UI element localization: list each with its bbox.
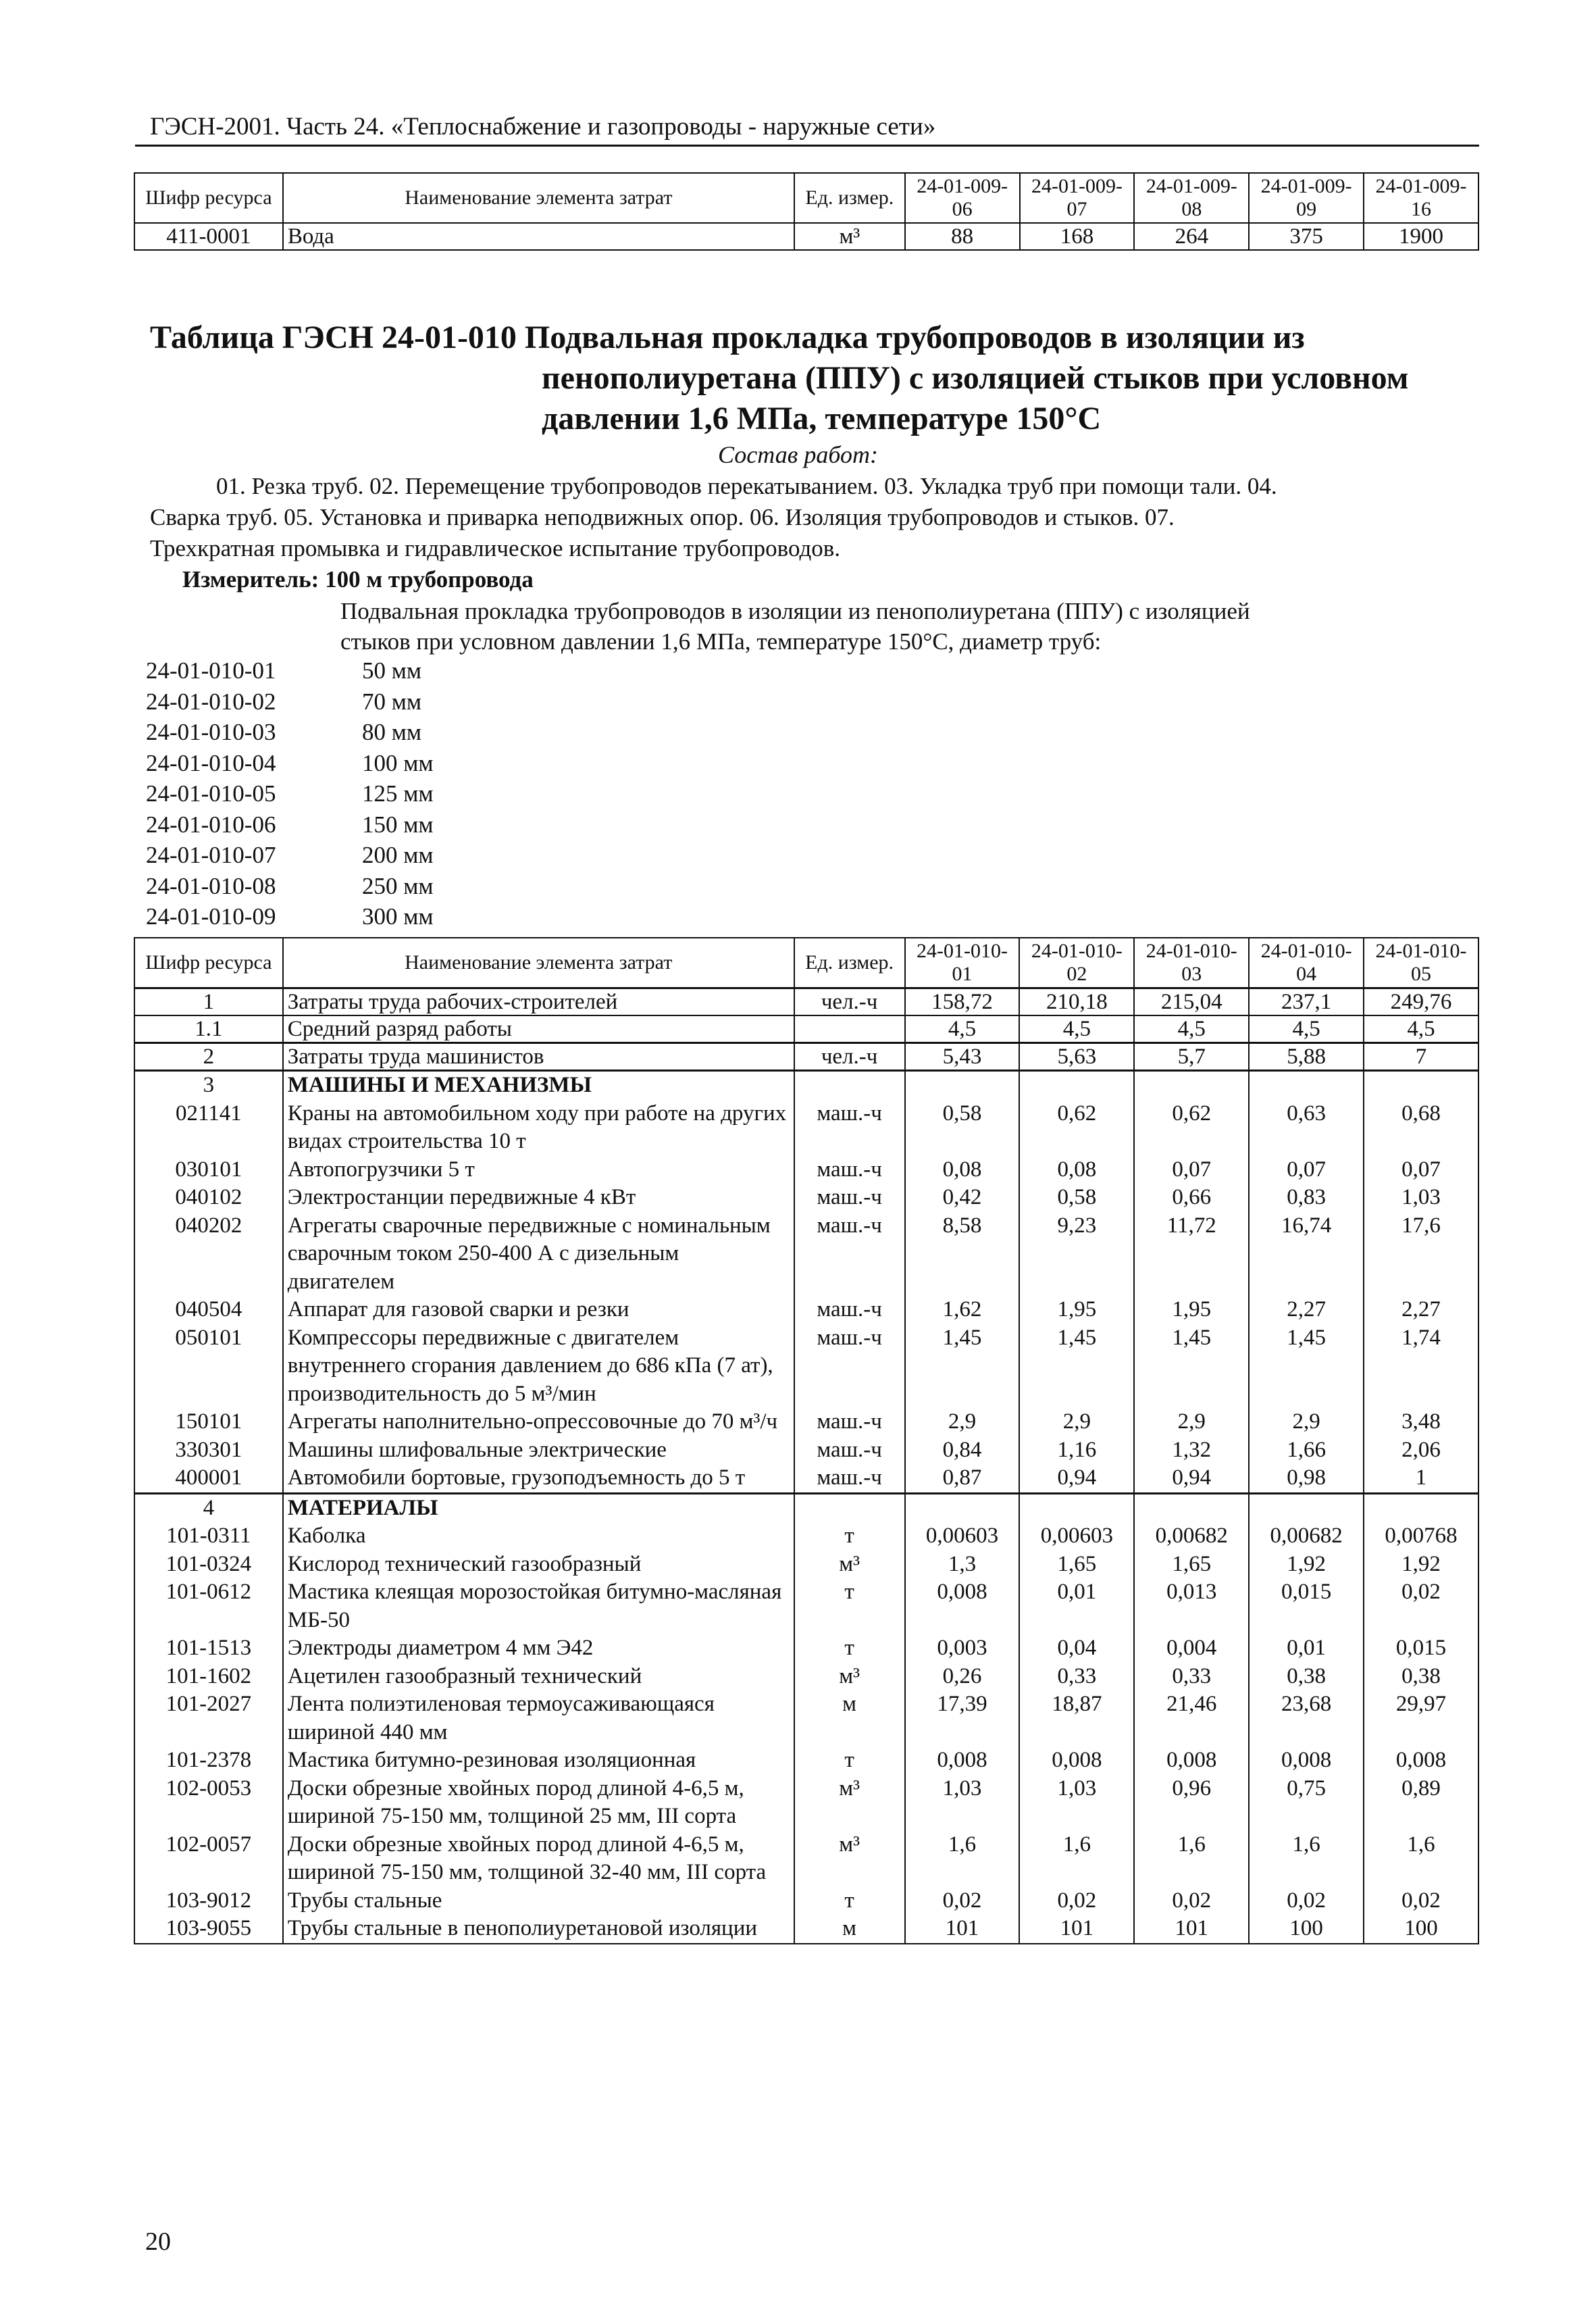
- resource-value: 1,65: [1019, 1551, 1134, 1579]
- resource-code: 040202: [134, 1212, 283, 1297]
- table-row: [134, 1522, 1478, 1551]
- intro-line: Подвальная прокладка трубопроводов в изоляции из пенополиуретана (ППУ) с изоляцией: [340, 598, 1250, 624]
- resource-value: 1,45: [1249, 1324, 1364, 1409]
- works-line: Трехкратная промывка и гидравлическое испытание трубопроводов.: [150, 535, 841, 561]
- diameter-item: [146, 655, 434, 686]
- rate-code: 24-01-010-08: [146, 872, 276, 899]
- resource-value: 1,92: [1249, 1551, 1364, 1579]
- resource-code: 2: [134, 1043, 283, 1071]
- resource-code: 3: [134, 1071, 283, 1100]
- resource-value: 0,00603: [905, 1522, 1020, 1551]
- table-row: [134, 1324, 1478, 1409]
- resource-unit: маш.-ч: [794, 1464, 905, 1493]
- resource-unit: м³: [794, 1663, 905, 1691]
- resource-value: 2,9: [1249, 1408, 1364, 1436]
- rate-code: 24-01-010-02: [146, 688, 276, 715]
- title-line: пенополиуретана (ППУ) с изоляцией стыков при условном: [542, 360, 1409, 396]
- resource-name: Средний разряд работы: [283, 1015, 794, 1043]
- resource-code: 4: [134, 1493, 283, 1522]
- resource-unit: т: [794, 1578, 905, 1634]
- resource-unit: [794, 1493, 905, 1522]
- resource-code: 040504: [134, 1296, 283, 1324]
- resource-value: 0,87: [905, 1464, 1020, 1493]
- rate-code: 24-01-010-03: [146, 719, 276, 745]
- resource-code: 050101: [134, 1324, 283, 1409]
- resource-code: 103-9012: [134, 1887, 283, 1915]
- resource-value: 1,45: [905, 1324, 1020, 1409]
- pipe-diameter: 250 мм: [362, 872, 434, 899]
- resource-value: 0,66: [1134, 1184, 1249, 1212]
- resource-unit: т: [794, 1746, 905, 1775]
- resource-value: 1,45: [1019, 1324, 1134, 1409]
- section-row: [134, 1071, 1478, 1100]
- works-line: 01. Резка труб. 02. Перемещение трубопроводов перекатыванием. 03. Укладка труб при помощи тали. 04.: [216, 473, 1277, 499]
- col-header-code: Шифр ресурса: [134, 938, 283, 988]
- resource-name: Мастика битумно-резиновая изоляционная: [283, 1746, 794, 1775]
- resource-value: 0,07: [1134, 1156, 1249, 1184]
- header-rule: [135, 145, 1479, 147]
- table-row: [134, 1296, 1478, 1324]
- resource-value: 29,97: [1364, 1690, 1478, 1746]
- resource-unit: чел.-ч: [794, 1043, 905, 1071]
- resource-name: Ацетилен газообразный технический: [283, 1663, 794, 1691]
- resource-value: [1134, 1071, 1249, 1100]
- resource-unit: маш.-ч: [794, 1436, 905, 1465]
- table-row: [134, 1746, 1478, 1775]
- resource-unit: маш.-ч: [794, 1184, 905, 1212]
- resource-value: 1,74: [1364, 1324, 1478, 1409]
- resource-name: Доски обрезные хвойных пород длиной 4-6,5 м, шириной 75-150 мм, толщиной 25 мм, III сорта: [283, 1775, 794, 1831]
- resource-value: 0,008: [1364, 1746, 1478, 1775]
- resource-unit: т: [794, 1634, 905, 1663]
- resource-unit: т: [794, 1522, 905, 1551]
- diameter-item: [146, 778, 434, 809]
- resource-code: 400001: [134, 1464, 283, 1493]
- col-header-rate: 24-01-010-04: [1249, 938, 1364, 988]
- rate-code: 24-01-010-09: [146, 903, 276, 930]
- main-table-body: [134, 988, 1478, 1944]
- resource-value: 0,01: [1019, 1578, 1134, 1634]
- pipe-diameter: 150 мм: [362, 811, 434, 838]
- resource-code: 1: [134, 988, 283, 1016]
- resource-value: 2,9: [1019, 1408, 1134, 1436]
- resource-name: Каболка: [283, 1522, 794, 1551]
- resource-code: 103-9055: [134, 1915, 283, 1944]
- resource-value: 0,89: [1364, 1775, 1478, 1831]
- resource-value: [1249, 1071, 1364, 1100]
- resource-value: 0,33: [1134, 1663, 1249, 1691]
- resource-value: 2,06: [1364, 1436, 1478, 1465]
- section-title: МАТЕРИАЛЫ: [283, 1493, 794, 1522]
- resource-value: 237,1: [1249, 988, 1364, 1016]
- resource-value: 1,6: [1364, 1831, 1478, 1887]
- resource-value: 0,00603: [1019, 1522, 1134, 1551]
- diameter-item: [146, 871, 434, 902]
- resource-unit: м³: [794, 223, 905, 250]
- resource-unit: маш.-ч: [794, 1324, 905, 1409]
- resource-value: 4,5: [1249, 1015, 1364, 1043]
- resource-value: 0,02: [1134, 1887, 1249, 1915]
- resource-value: 0,58: [1019, 1184, 1134, 1212]
- resource-unit: м³: [794, 1831, 905, 1887]
- title-line: давлении 1,6 МПа, температуре 150°С: [542, 401, 1102, 436]
- resource-name: Кислород технический газообразный: [283, 1551, 794, 1579]
- resource-value: 1900: [1364, 223, 1478, 250]
- resource-code: 101-2027: [134, 1690, 283, 1746]
- table-row: [134, 1015, 1478, 1043]
- resource-name: Электростанции передвижные 4 кВт: [283, 1184, 794, 1212]
- diameter-item: [146, 809, 434, 840]
- resource-name: Аппарат для газовой сварки и резки: [283, 1296, 794, 1324]
- pipe-diameter: 100 мм: [362, 749, 434, 776]
- resource-value: [1134, 1493, 1249, 1522]
- col-header-rate: 24-01-009-07: [1020, 173, 1135, 223]
- main-table: [134, 937, 1479, 1944]
- resource-value: 0,62: [1019, 1100, 1134, 1156]
- resource-value: 0,75: [1249, 1775, 1364, 1831]
- table-row: [134, 1831, 1478, 1887]
- intro-line: стыков при условном давлении 1,6 МПа, температуре 150°С, диаметр труб:: [340, 628, 1102, 655]
- resource-value: 375: [1249, 223, 1364, 250]
- resource-value: 0,94: [1019, 1464, 1134, 1493]
- resource-value: 17,39: [905, 1690, 1020, 1746]
- pipe-diameter: 50 мм: [362, 657, 422, 684]
- resource-value: 11,72: [1134, 1212, 1249, 1297]
- title-line: Таблица ГЭСН 24-01-010 Подвальная прокладка трубопроводов в изоляции из: [150, 320, 1305, 355]
- diameter-item: [146, 717, 434, 748]
- rate-code: 24-01-010-05: [146, 780, 276, 807]
- resource-value: 0,04: [1019, 1634, 1134, 1663]
- table-row: [134, 1634, 1478, 1663]
- resource-value: 0,07: [1249, 1156, 1364, 1184]
- diameter-item: [146, 901, 434, 932]
- resource-value: 88: [905, 223, 1020, 250]
- resource-value: 0,08: [905, 1156, 1020, 1184]
- resource-code: 411-0001: [134, 223, 283, 250]
- works-line: Сварка труб. 05. Установка и приварка неподвижных опор. 06. Изоляция трубопроводов и стыков. 07.: [150, 504, 1175, 530]
- resource-unit: чел.-ч: [794, 988, 905, 1016]
- resource-value: 0,68: [1364, 1100, 1478, 1156]
- resource-value: 0,015: [1249, 1578, 1364, 1634]
- resource-value: 0,42: [905, 1184, 1020, 1212]
- resource-code: 1.1: [134, 1015, 283, 1043]
- resource-unit: маш.-ч: [794, 1408, 905, 1436]
- resource-name: Затраты труда рабочих-строителей: [283, 988, 794, 1016]
- table-row: [134, 1464, 1478, 1493]
- table-row: [134, 1100, 1478, 1156]
- resource-value: 3,48: [1364, 1408, 1478, 1436]
- resource-name: Автопогрузчики 5 т: [283, 1156, 794, 1184]
- resource-unit: маш.-ч: [794, 1296, 905, 1324]
- resource-value: 1,3: [905, 1551, 1020, 1579]
- resource-value: 0,62: [1134, 1100, 1249, 1156]
- resource-unit: маш.-ч: [794, 1100, 905, 1156]
- section-title: МАШИНЫ И МЕХАНИЗМЫ: [283, 1071, 794, 1100]
- table-row: [134, 1212, 1478, 1297]
- resource-value: 1,03: [905, 1775, 1020, 1831]
- table-row: [134, 1690, 1478, 1746]
- running-header: ГЭСН-2001. Часть 24. «Теплоснабжение и газопроводы - наружные сети»: [150, 113, 936, 141]
- resource-value: [1249, 1493, 1364, 1522]
- resource-value: 0,00682: [1249, 1522, 1364, 1551]
- col-header-name: Наименование элемента затрат: [283, 173, 794, 223]
- table-row: [134, 1915, 1478, 1944]
- resource-code: 102-0053: [134, 1775, 283, 1831]
- table-title: [150, 318, 1467, 439]
- resource-name: Лента полиэтиленовая термоусаживающаяся шириной 440 мм: [283, 1690, 794, 1746]
- resource-name: Трубы стальные: [283, 1887, 794, 1915]
- resource-value: 0,02: [905, 1887, 1020, 1915]
- resource-value: 0,008: [1249, 1746, 1364, 1775]
- resource-value: [1019, 1071, 1134, 1100]
- table-row: [134, 1043, 1478, 1071]
- resource-value: 0,33: [1019, 1663, 1134, 1691]
- resource-name: Вода: [283, 223, 794, 250]
- resource-value: 18,87: [1019, 1690, 1134, 1746]
- table-row: [134, 988, 1478, 1016]
- resource-name: Электроды диаметром 4 мм Э42: [283, 1634, 794, 1663]
- resource-value: 0,015: [1364, 1634, 1478, 1663]
- resource-code: 101-2378: [134, 1746, 283, 1775]
- resource-name: Мастика клеящая морозостойкая битумно-масляная МБ-50: [283, 1578, 794, 1634]
- resource-value: 7: [1364, 1043, 1478, 1071]
- resource-unit: [794, 1015, 905, 1043]
- resource-code: 040102: [134, 1184, 283, 1212]
- rate-code: 24-01-010-04: [146, 749, 276, 776]
- page-number: 20: [145, 2228, 171, 2256]
- resource-name: Доски обрезные хвойных пород длиной 4-6,5 м, шириной 75-150 мм, толщиной 32-40 мм, III сорта: [283, 1831, 794, 1887]
- resource-value: 1,45: [1134, 1324, 1249, 1409]
- resource-value: 100: [1249, 1915, 1364, 1944]
- resource-value: 2,9: [1134, 1408, 1249, 1436]
- resource-value: 101: [1134, 1915, 1249, 1944]
- resource-value: 0,02: [1364, 1578, 1478, 1634]
- resource-value: 4,5: [905, 1015, 1020, 1043]
- col-header-rate: 24-01-009-16: [1364, 173, 1478, 223]
- resource-value: 5,7: [1134, 1043, 1249, 1071]
- resource-value: 0,63: [1249, 1100, 1364, 1156]
- resource-value: 1,6: [1019, 1831, 1134, 1887]
- resource-code: 330301: [134, 1436, 283, 1465]
- resource-value: 1,6: [1249, 1831, 1364, 1887]
- resource-value: [1364, 1493, 1478, 1522]
- resource-value: 5,88: [1249, 1043, 1364, 1071]
- resource-name: Агрегаты наполнительно-опрессовочные до 70 м³/ч: [283, 1408, 794, 1436]
- resource-value: 264: [1134, 223, 1249, 250]
- col-header-name: Наименование элемента затрат: [283, 938, 794, 988]
- rate-code: 24-01-010-01: [146, 657, 276, 684]
- resource-value: 16,74: [1249, 1212, 1364, 1297]
- resource-value: 1,03: [1019, 1775, 1134, 1831]
- table-row: [134, 1436, 1478, 1465]
- table-row: [134, 1578, 1478, 1634]
- resource-name: Краны на автомобильном ходу при работе на других видах строительства 10 т: [283, 1100, 794, 1156]
- col-header-rate: 24-01-010-01: [905, 938, 1020, 988]
- resource-name: Агрегаты сварочные передвижные с номинальным сварочным током 250-400 А с дизельным двигателем: [283, 1212, 794, 1297]
- resource-code: 102-0057: [134, 1831, 283, 1887]
- col-header-rate: 24-01-010-05: [1364, 938, 1478, 988]
- resource-value: 100: [1364, 1915, 1478, 1944]
- resource-value: 2,27: [1364, 1296, 1478, 1324]
- resource-name: Трубы стальные в пенополиуретановой изоляции: [283, 1915, 794, 1944]
- resource-unit: маш.-ч: [794, 1156, 905, 1184]
- resource-value: 0,94: [1134, 1464, 1249, 1493]
- resource-value: 0,008: [1134, 1746, 1249, 1775]
- resource-value: 2,27: [1249, 1296, 1364, 1324]
- rate-code: 24-01-010-07: [146, 842, 276, 868]
- diameter-item: [146, 840, 434, 871]
- resource-value: 0,07: [1364, 1156, 1478, 1184]
- resource-unit: м: [794, 1690, 905, 1746]
- resource-value: 0,003: [905, 1634, 1020, 1663]
- table-row: [134, 1156, 1478, 1184]
- resource-value: 0,00768: [1364, 1522, 1478, 1551]
- resource-value: 5,43: [905, 1043, 1020, 1071]
- resource-value: 1,92: [1364, 1551, 1478, 1579]
- resource-value: 0,02: [1364, 1887, 1478, 1915]
- resource-value: 0,02: [1249, 1887, 1364, 1915]
- resource-value: 168: [1020, 223, 1135, 250]
- resource-unit: [794, 1071, 905, 1100]
- resource-value: 1,95: [1134, 1296, 1249, 1324]
- pipe-diameter: 80 мм: [362, 719, 422, 745]
- resource-value: 0,98: [1249, 1464, 1364, 1493]
- table-row: [134, 1408, 1478, 1436]
- resource-value: [905, 1071, 1020, 1100]
- resource-code: 150101: [134, 1408, 283, 1436]
- resource-code: 101-1513: [134, 1634, 283, 1663]
- resource-unit: т: [794, 1887, 905, 1915]
- works-description: [150, 471, 1467, 564]
- resource-value: 210,18: [1019, 988, 1134, 1016]
- resource-value: 0,58: [905, 1100, 1020, 1156]
- resource-unit: м: [794, 1915, 905, 1944]
- resource-value: 0,83: [1249, 1184, 1364, 1212]
- resource-value: 1,62: [905, 1296, 1020, 1324]
- diameter-item: [146, 748, 434, 779]
- resource-value: 1,6: [1134, 1831, 1249, 1887]
- col-header-unit: Ед. измер.: [794, 173, 905, 223]
- resource-value: 9,23: [1019, 1212, 1134, 1297]
- table-row: [134, 1775, 1478, 1831]
- resource-value: 1,6: [905, 1831, 1020, 1887]
- resource-value: 101: [905, 1915, 1020, 1944]
- resource-value: 0,008: [905, 1746, 1020, 1775]
- resource-value: 2,9: [905, 1408, 1020, 1436]
- resource-value: 4,5: [1364, 1015, 1478, 1043]
- resource-value: 4,5: [1019, 1015, 1134, 1043]
- resource-code: 030101: [134, 1156, 283, 1184]
- main-table-header: [134, 938, 1478, 988]
- resource-value: 0,008: [1019, 1746, 1134, 1775]
- resource-value: 0,02: [1019, 1887, 1134, 1915]
- resource-value: 0,38: [1249, 1663, 1364, 1691]
- pipe-diameter: 125 мм: [362, 780, 434, 807]
- resource-value: 101: [1019, 1915, 1134, 1944]
- resource-value: 249,76: [1364, 988, 1478, 1016]
- intro-text: [340, 596, 1455, 657]
- resource-value: 0,96: [1134, 1775, 1249, 1831]
- resource-value: 215,04: [1134, 988, 1249, 1016]
- resource-code: 101-0324: [134, 1551, 283, 1579]
- resource-value: [1019, 1493, 1134, 1522]
- resource-name: Машины шлифовальные электрические: [283, 1436, 794, 1465]
- resource-value: 0,26: [905, 1663, 1020, 1691]
- table-row: [134, 1551, 1478, 1579]
- diameter-list: [146, 655, 434, 932]
- resource-value: 0,013: [1134, 1578, 1249, 1634]
- top-table: [134, 172, 1479, 251]
- section-row: [134, 1493, 1478, 1522]
- resource-value: 1,03: [1364, 1184, 1478, 1212]
- resource-value: 4,5: [1134, 1015, 1249, 1043]
- resource-code: 021141: [134, 1100, 283, 1156]
- resource-value: [1364, 1071, 1478, 1100]
- col-header-code: Шифр ресурса: [134, 173, 283, 223]
- resource-name: Затраты труда машинистов: [283, 1043, 794, 1071]
- pipe-diameter: 300 мм: [362, 903, 434, 930]
- diameter-item: [146, 686, 434, 718]
- table-row: [134, 1663, 1478, 1691]
- col-header-rate: 24-01-010-02: [1019, 938, 1134, 988]
- table-row: [134, 223, 1478, 250]
- resource-value: 1: [1364, 1464, 1478, 1493]
- table-row: [134, 1887, 1478, 1915]
- resource-value: 0,84: [905, 1436, 1020, 1465]
- col-header-rate: 24-01-010-03: [1134, 938, 1249, 988]
- resource-code: 101-0612: [134, 1578, 283, 1634]
- resource-value: 0,00682: [1134, 1522, 1249, 1551]
- resource-value: 0,08: [1019, 1156, 1134, 1184]
- resource-value: 1,95: [1019, 1296, 1134, 1324]
- resource-unit: маш.-ч: [794, 1212, 905, 1297]
- pipe-diameter: 70 мм: [362, 688, 422, 715]
- works-label: Состав работ:: [718, 441, 878, 468]
- resource-value: 158,72: [905, 988, 1020, 1016]
- resource-value: 1,32: [1134, 1436, 1249, 1465]
- table-row: [134, 1184, 1478, 1212]
- resource-unit: м³: [794, 1775, 905, 1831]
- resource-value: 1,66: [1249, 1436, 1364, 1465]
- top-table-header: [134, 173, 1478, 223]
- resource-name: Автомобили бортовые, грузоподъемность до 5 т: [283, 1464, 794, 1493]
- resource-value: 5,63: [1019, 1043, 1134, 1071]
- resource-value: 21,46: [1134, 1690, 1249, 1746]
- resource-value: 1,65: [1134, 1551, 1249, 1579]
- resource-value: 0,38: [1364, 1663, 1478, 1691]
- resource-code: 101-0311: [134, 1522, 283, 1551]
- resource-code: 101-1602: [134, 1663, 283, 1691]
- resource-value: 0,008: [905, 1578, 1020, 1634]
- resource-value: 8,58: [905, 1212, 1020, 1297]
- resource-value: 23,68: [1249, 1690, 1364, 1746]
- resource-value: 0,01: [1249, 1634, 1364, 1663]
- resource-value: 0,004: [1134, 1634, 1249, 1663]
- resource-value: [905, 1493, 1020, 1522]
- rate-code: 24-01-010-06: [146, 811, 276, 838]
- meter: Измеритель: 100 м трубопровода: [182, 566, 534, 593]
- col-header-rate: 24-01-009-06: [905, 173, 1020, 223]
- resource-value: 1,16: [1019, 1436, 1134, 1465]
- col-header-rate: 24-01-009-08: [1134, 173, 1249, 223]
- resource-name: Компрессоры передвижные с двигателем внутреннего сгорания давлением до 686 кПа (7 ат), производительность до 5 м³/мин: [283, 1324, 794, 1409]
- pipe-diameter: 200 мм: [362, 842, 434, 868]
- resource-unit: м³: [794, 1551, 905, 1579]
- col-header-rate: 24-01-009-09: [1249, 173, 1364, 223]
- resource-value: 17,6: [1364, 1212, 1478, 1297]
- col-header-unit: Ед. измер.: [794, 938, 905, 988]
